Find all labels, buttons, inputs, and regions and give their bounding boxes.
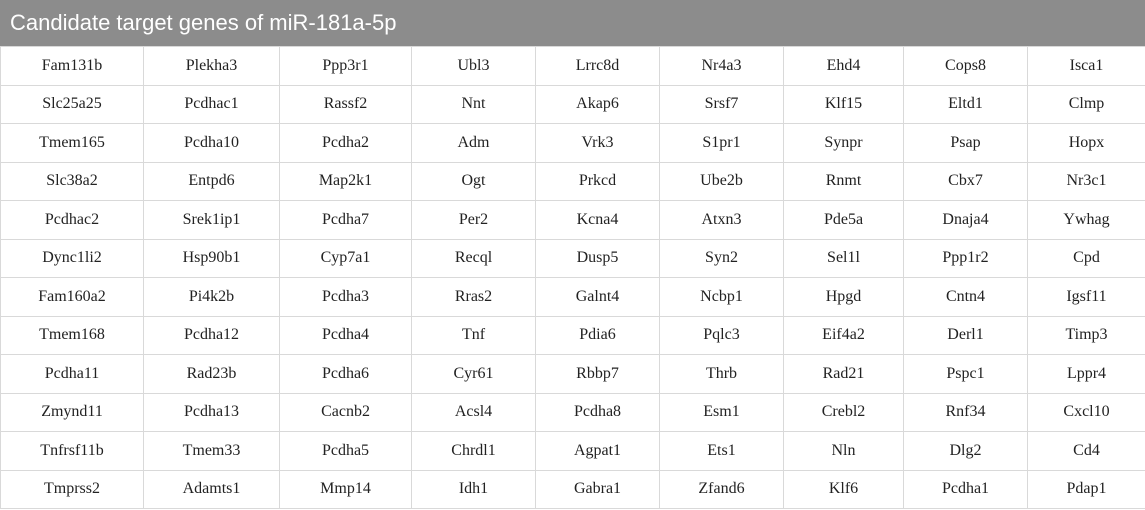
gene-cell: Crebl2 <box>784 393 904 432</box>
gene-cell: Pcdha3 <box>280 278 412 317</box>
gene-cell: Pspc1 <box>904 355 1028 394</box>
gene-cell: Timp3 <box>1028 316 1145 355</box>
gene-cell: Dync1li2 <box>1 239 144 278</box>
gene-cell: Nln <box>784 432 904 471</box>
gene-cell: Slc38a2 <box>1 162 144 201</box>
gene-cell: Pqlc3 <box>660 316 784 355</box>
gene-cell: Galnt4 <box>536 278 660 317</box>
gene-cell: Akap6 <box>536 85 660 124</box>
table-row <box>1 239 1145 278</box>
gene-cell: Per2 <box>412 201 536 240</box>
table-row <box>1 278 1145 317</box>
gene-cell: Clmp <box>1028 85 1145 124</box>
gene-cell: Ncbp1 <box>660 278 784 317</box>
gene-cell: Rad23b <box>144 355 280 394</box>
gene-cell: Pcdha11 <box>1 355 144 394</box>
gene-cell: Lppr4 <box>1028 355 1145 394</box>
gene-cell: Cbx7 <box>904 162 1028 201</box>
gene-cell: S1pr1 <box>660 124 784 163</box>
gene-cell: Eltd1 <box>904 85 1028 124</box>
gene-cell: Recql <box>412 239 536 278</box>
gene-cell: Klf15 <box>784 85 904 124</box>
gene-cell: Pcdha13 <box>144 393 280 432</box>
gene-cell: Esm1 <box>660 393 784 432</box>
gene-cell: Tmem33 <box>144 432 280 471</box>
table-row <box>1 355 1145 394</box>
gene-cell: Sel1l <box>784 239 904 278</box>
gene-table-body <box>1 47 1145 509</box>
gene-cell: Prkcd <box>536 162 660 201</box>
gene-cell: Hopx <box>1028 124 1145 163</box>
gene-cell: Cd4 <box>1028 432 1145 471</box>
gene-cell: Pdap1 <box>1028 470 1145 509</box>
gene-cell: Rnf34 <box>904 393 1028 432</box>
table-row <box>1 47 1145 86</box>
gene-cell: Pcdha6 <box>280 355 412 394</box>
gene-table <box>0 46 1145 509</box>
gene-cell: Srek1ip1 <box>144 201 280 240</box>
gene-cell: Nr3c1 <box>1028 162 1145 201</box>
gene-cell: Cops8 <box>904 47 1028 86</box>
gene-cell: Dnaja4 <box>904 201 1028 240</box>
table-row <box>1 316 1145 355</box>
gene-cell: Igsf11 <box>1028 278 1145 317</box>
gene-cell: Zmynd11 <box>1 393 144 432</box>
table-row <box>1 124 1145 163</box>
gene-cell: Agpat1 <box>536 432 660 471</box>
gene-cell: Rras2 <box>412 278 536 317</box>
gene-cell: Dlg2 <box>904 432 1028 471</box>
gene-cell: Pcdha8 <box>536 393 660 432</box>
gene-cell: Ppp1r2 <box>904 239 1028 278</box>
gene-cell: Ppp3r1 <box>280 47 412 86</box>
gene-cell: Tmem165 <box>1 124 144 163</box>
gene-cell: Pcdha1 <box>904 470 1028 509</box>
table-row <box>1 85 1145 124</box>
table-row <box>1 470 1145 509</box>
gene-cell: Cacnb2 <box>280 393 412 432</box>
gene-cell: Ets1 <box>660 432 784 471</box>
gene-cell: Idh1 <box>412 470 536 509</box>
gene-cell: Nnt <box>412 85 536 124</box>
gene-cell: Rassf2 <box>280 85 412 124</box>
gene-cell: Fam160a2 <box>1 278 144 317</box>
gene-cell: Pcdha12 <box>144 316 280 355</box>
table-caption: Candidate target genes of miR-181a-5p <box>0 0 1145 46</box>
gene-cell: Chrdl1 <box>412 432 536 471</box>
gene-cell: Ube2b <box>660 162 784 201</box>
gene-cell: Psap <box>904 124 1028 163</box>
gene-cell: Pcdha2 <box>280 124 412 163</box>
gene-cell: Klf6 <box>784 470 904 509</box>
gene-cell: Adm <box>412 124 536 163</box>
gene-cell: Atxn3 <box>660 201 784 240</box>
gene-cell: Lrrc8d <box>536 47 660 86</box>
gene-cell: Vrk3 <box>536 124 660 163</box>
gene-cell: Rad21 <box>784 355 904 394</box>
gene-cell: Entpd6 <box>144 162 280 201</box>
gene-cell: Ubl3 <box>412 47 536 86</box>
gene-cell: Kcna4 <box>536 201 660 240</box>
gene-cell: Derl1 <box>904 316 1028 355</box>
gene-cell: Ywhag <box>1028 201 1145 240</box>
gene-cell: Nr4a3 <box>660 47 784 86</box>
table-row <box>1 393 1145 432</box>
gene-cell: Ogt <box>412 162 536 201</box>
gene-cell: Hsp90b1 <box>144 239 280 278</box>
gene-cell: Eif4a2 <box>784 316 904 355</box>
gene-cell: Gabra1 <box>536 470 660 509</box>
gene-cell: Tmem168 <box>1 316 144 355</box>
gene-cell: Pi4k2b <box>144 278 280 317</box>
gene-cell: Rnmt <box>784 162 904 201</box>
gene-cell: Plekha3 <box>144 47 280 86</box>
gene-cell: Ehd4 <box>784 47 904 86</box>
gene-cell: Pcdhac2 <box>1 201 144 240</box>
gene-cell: Pcdha4 <box>280 316 412 355</box>
gene-cell: Cyp7a1 <box>280 239 412 278</box>
gene-cell: Pde5a <box>784 201 904 240</box>
gene-cell: Map2k1 <box>280 162 412 201</box>
gene-cell: Hpgd <box>784 278 904 317</box>
gene-cell: Synpr <box>784 124 904 163</box>
gene-cell: Thrb <box>660 355 784 394</box>
table-row <box>1 162 1145 201</box>
gene-cell: Cyr61 <box>412 355 536 394</box>
gene-cell: Srsf7 <box>660 85 784 124</box>
gene-cell: Pcdha10 <box>144 124 280 163</box>
gene-cell: Pdia6 <box>536 316 660 355</box>
gene-cell: Isca1 <box>1028 47 1145 86</box>
gene-cell: Slc25a25 <box>1 85 144 124</box>
gene-cell: Cpd <box>1028 239 1145 278</box>
table-row <box>1 432 1145 471</box>
gene-cell: Mmp14 <box>280 470 412 509</box>
gene-cell: Tnf <box>412 316 536 355</box>
gene-cell: Cxcl10 <box>1028 393 1145 432</box>
gene-cell: Rbbp7 <box>536 355 660 394</box>
gene-cell: Tnfrsf11b <box>1 432 144 471</box>
gene-cell: Pcdhac1 <box>144 85 280 124</box>
gene-cell: Zfand6 <box>660 470 784 509</box>
gene-cell: Adamts1 <box>144 470 280 509</box>
gene-cell: Acsl4 <box>412 393 536 432</box>
gene-cell: Pcdha7 <box>280 201 412 240</box>
gene-cell: Tmprss2 <box>1 470 144 509</box>
gene-cell: Cntn4 <box>904 278 1028 317</box>
gene-cell: Pcdha5 <box>280 432 412 471</box>
gene-cell: Syn2 <box>660 239 784 278</box>
table-row <box>1 201 1145 240</box>
gene-cell: Dusp5 <box>536 239 660 278</box>
gene-cell: Fam131b <box>1 47 144 86</box>
